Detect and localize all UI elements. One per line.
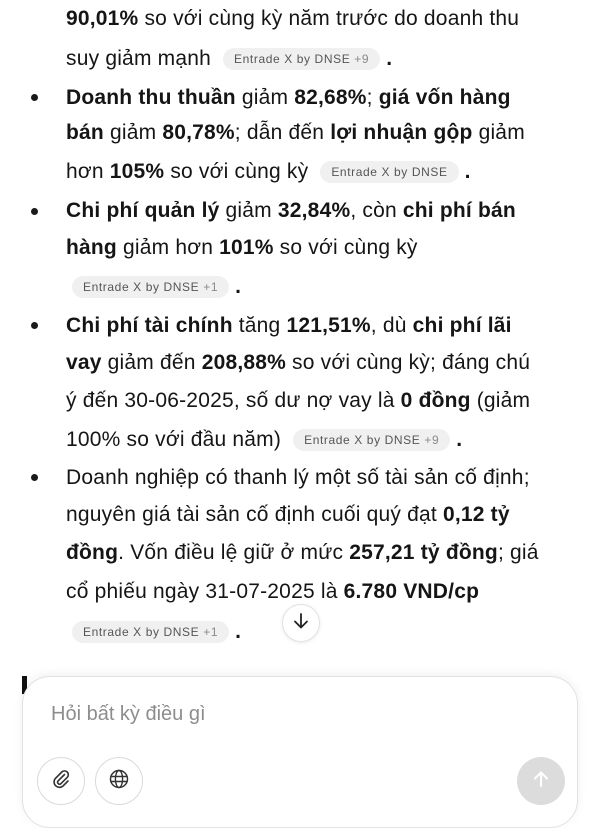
message-line — [66, 425, 462, 455]
arrow-down-icon — [291, 611, 311, 636]
bold-text: 6.780 VND/cp — [343, 580, 480, 603]
bullet-dot — [31, 322, 38, 329]
source-chip-label: Entrade X by DNSE — [331, 165, 448, 180]
message-line — [66, 538, 539, 568]
web-search-button[interactable] — [95, 757, 143, 805]
message-line — [66, 577, 479, 607]
message-line — [60, 617, 241, 647]
text-span: suy giảm mạnh — [66, 47, 211, 70]
bold-text: 32,84% — [277, 199, 351, 222]
text-span: nguyên giá tài sản cố định cuối quý đạt — [66, 503, 443, 526]
bold-text: 82,68% — [294, 86, 367, 109]
message-line — [60, 272, 241, 302]
text-span: giảm hơn — [116, 236, 220, 259]
bullet-dot — [31, 94, 38, 101]
message-line — [66, 500, 510, 530]
text-span: , dù — [370, 314, 413, 337]
end-dot: . — [235, 620, 242, 643]
bold-text: Doanh thu thuần — [66, 86, 236, 109]
bold-text: Chi phí tài chính — [66, 314, 233, 337]
source-chip-label: Entrade X by DNSE — [83, 280, 200, 295]
text-span: so với cùng kỳ năm trước do doanh thu — [138, 7, 520, 30]
text-span: ; — [366, 86, 379, 109]
text-span: tăng — [232, 314, 287, 337]
text-span: (giảm — [470, 389, 531, 412]
bold-text: lợi nhuận gộp — [330, 121, 473, 144]
text-span: so với cùng kỳ — [273, 236, 418, 259]
bold-text: hàng — [66, 236, 117, 259]
bold-text: giá vốn hàng — [378, 86, 511, 109]
source-chip-count: +1 — [203, 625, 219, 640]
message-line — [66, 118, 525, 148]
bold-text: 121,51% — [286, 314, 371, 337]
bullet-dot — [31, 474, 38, 481]
message-line — [66, 157, 471, 187]
message-line — [66, 386, 530, 416]
text-span: Doanh nghiệp có thanh lý một số tài sản cố định; — [66, 466, 530, 489]
text-span: giảm — [472, 121, 525, 144]
text-span: giảm — [219, 199, 278, 222]
text-span: ý đến 30-06-2025, số dư nợ vay là — [66, 389, 401, 412]
source-chip-label: Entrade X by DNSE — [304, 433, 421, 448]
message-line — [66, 83, 511, 113]
bold-text: 105% — [109, 160, 165, 183]
text-span: ; dẫn đến — [234, 121, 331, 144]
source-chip-count: +9 — [354, 52, 370, 67]
text-span: hơn — [66, 160, 110, 183]
source-chip[interactable] — [72, 621, 229, 643]
text-span: ; giá — [497, 541, 539, 564]
text-span: giảm đến — [101, 351, 202, 374]
text-span: giảm — [103, 121, 163, 144]
source-chip-count: +1 — [203, 280, 219, 295]
text-span: giảm — [235, 86, 295, 109]
text-span: 100% so với đầu năm) — [66, 428, 282, 451]
arrow-up-icon — [531, 769, 551, 794]
bold-text: 80,78% — [162, 121, 235, 144]
composer — [22, 676, 578, 828]
bold-text: bán — [66, 121, 104, 144]
message-line — [66, 348, 530, 378]
message-line — [66, 463, 530, 493]
globe-icon — [108, 768, 130, 795]
text-span: so với cùng kỳ; đáng chú — [286, 351, 531, 374]
bullet-dot — [31, 208, 38, 215]
end-dot: . — [464, 160, 471, 183]
paperclip-icon — [50, 768, 72, 795]
bold-text: chi phí lãi — [412, 314, 512, 337]
bold-text: vay — [66, 351, 102, 374]
source-chip[interactable] — [72, 276, 229, 298]
text-span: cổ phiếu ngày 31-07-2025 là — [66, 580, 344, 603]
source-chip[interactable] — [223, 48, 380, 70]
bold-text: 0,12 tỷ — [442, 503, 510, 526]
bold-text: 101% — [219, 236, 274, 259]
text-span: . Vốn điều lệ giữ ở mức — [118, 541, 350, 564]
bold-text: 257,21 tỷ đồng — [349, 541, 498, 564]
end-dot: . — [456, 428, 463, 451]
end-dot: . — [235, 275, 242, 298]
bold-text: chi phí bán — [402, 199, 516, 222]
scroll-down-button[interactable] — [282, 604, 320, 642]
message-line — [66, 4, 519, 34]
bold-text: Chi phí quản lý — [66, 199, 220, 222]
text-span: so với cùng kỳ — [164, 160, 309, 183]
source-chip-label: Entrade X by DNSE — [234, 52, 351, 67]
message-line — [66, 196, 516, 226]
message-line — [66, 233, 418, 263]
bold-text: 90,01% — [66, 7, 139, 30]
send-button[interactable] — [517, 757, 565, 805]
message-line — [66, 311, 512, 341]
message-line — [66, 44, 392, 74]
attach-button[interactable] — [37, 757, 85, 805]
source-chip-label: Entrade X by DNSE — [83, 625, 200, 640]
text-span: , còn — [350, 199, 403, 222]
source-chip[interactable] — [293, 429, 450, 451]
source-chip[interactable] — [320, 161, 458, 183]
bold-text: 0 đồng — [400, 389, 471, 412]
chat-input[interactable] — [51, 703, 531, 726]
bold-text: đồng — [66, 541, 119, 564]
end-dot: . — [386, 47, 393, 70]
source-chip-count: +9 — [424, 433, 440, 448]
bold-text: 208,88% — [201, 351, 287, 374]
